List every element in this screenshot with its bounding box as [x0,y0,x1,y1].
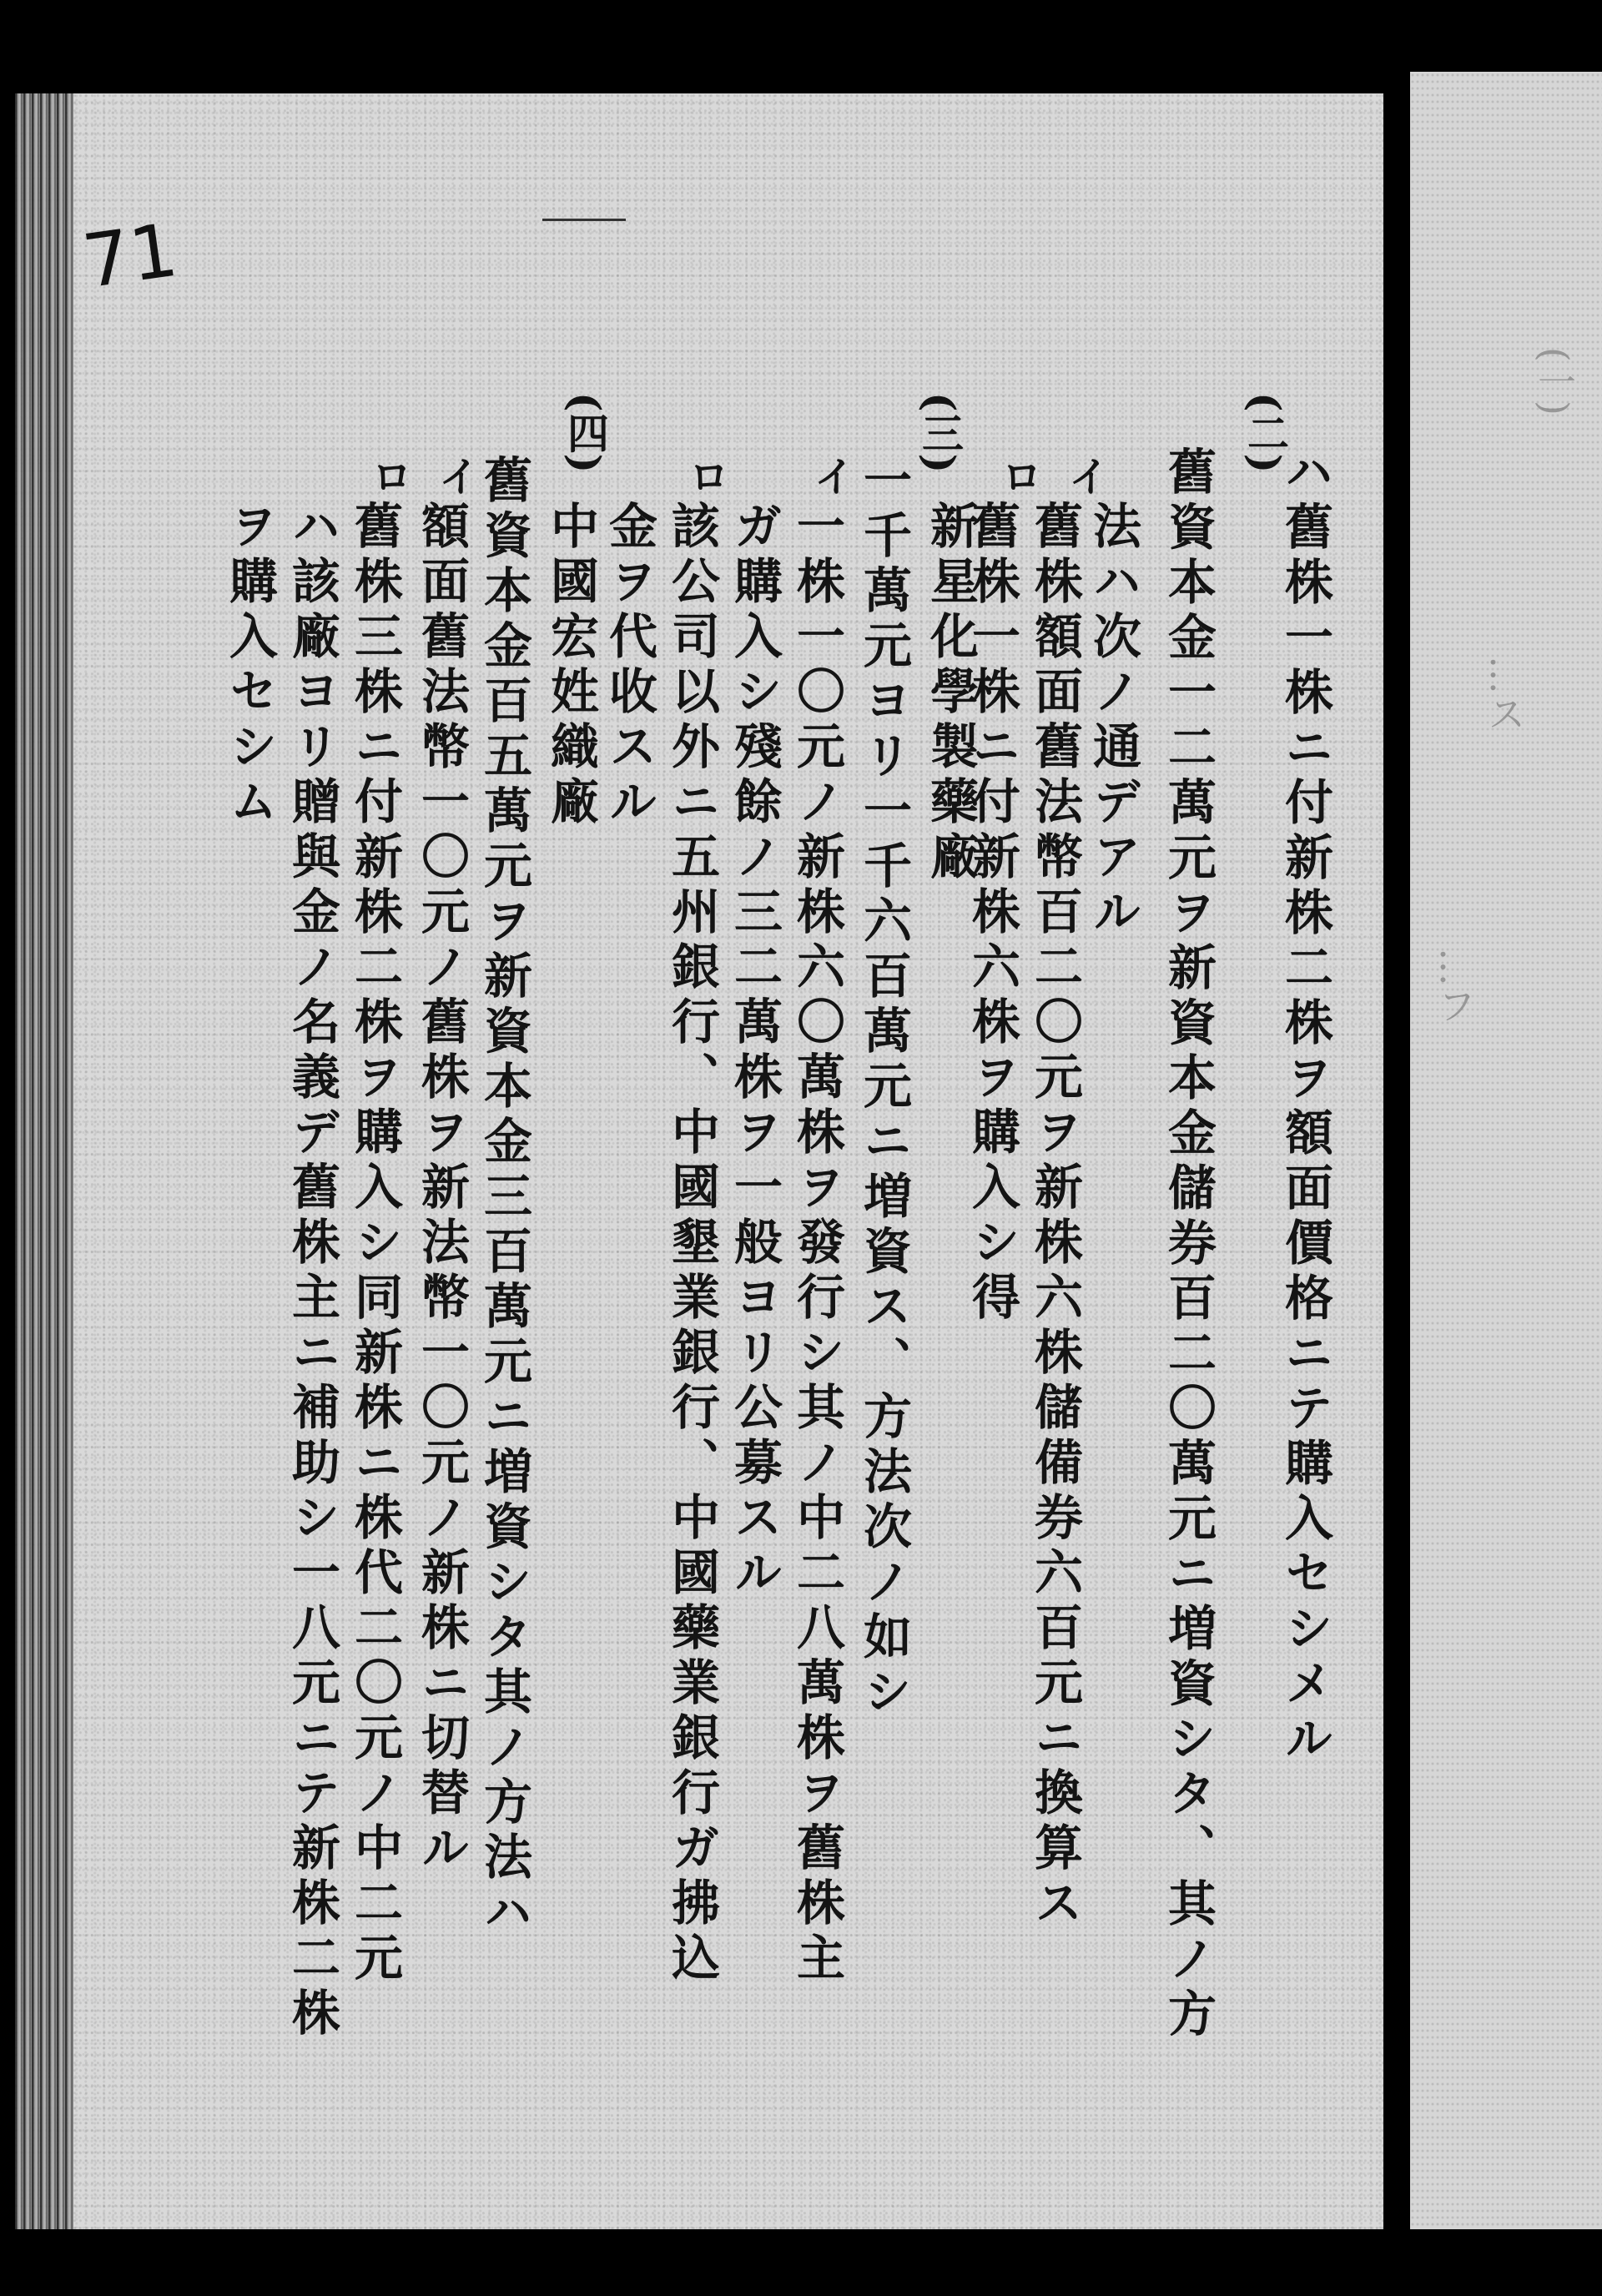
text-column-17: ヲ購入セシム [221,501,278,831]
sub-marker-i-3: イ [431,455,481,496]
page-stack-edge [15,93,73,2229]
sub-marker-ro-1: ロ [995,455,1044,496]
text-column-16: ハ該廠ヨリ贈與金ノ名義デ舊株主ニ補助シ一八元ニテ新株二株 [284,501,340,2042]
text-column-8: 一株一〇元ノ新株六〇萬株ヲ發行シ其ノ中二八萬株ヲ舊株主 [788,501,845,1987]
section-marker-4: (四) [561,392,610,474]
sub-marker-i-1: イ [1061,455,1111,496]
text-column-11: 金ヲ代收スル [601,501,657,831]
text-column-15: 舊株三株ニ付新株二株ヲ購入シ同新株ニ株代二〇元ノ中二元 [346,501,403,1987]
text-column-4: 舊株額面舊法幣百二〇元ヲ新株六株儲備券六百元ニ換算ス [1026,501,1083,1932]
bleed-text-3: …フ [1432,948,1477,1025]
text-column-14: 額面舊法幣一〇元ノ舊株ヲ新法幣一〇元ノ新株ニ切替ル [413,501,470,1877]
text-column-6: 新星化學製藥廠 [922,501,979,886]
text-column-1: ハ舊株一株ニ付新株二株ヲ額面價格ニテ購入セシメル [1277,446,1333,1768]
text-column-3: 法ハ次ノ通デアル [1085,501,1141,941]
section-marker-3: (三) [915,392,965,474]
sub-marker-ro-2: ロ [682,455,731,496]
text-column-2: 舊資本金一二萬元ヲ新資本金儲券百二〇萬元ニ増資シタ、其ノ方 [1160,446,1217,2043]
bleed-text-2: …ス [1482,656,1527,733]
page-number: 71 [78,206,183,305]
text-column-12: 中國宏姓織廠 [542,501,599,831]
sub-marker-ro-3: ロ [365,455,414,496]
bleed-text-1: (一) [1532,347,1577,415]
text-column-7: 一千萬元ヨリ一千六百萬元ニ増資ス、方法次ノ如シ [855,455,912,1721]
sub-marker-i-2: イ [807,455,856,496]
text-column-10: 該公司以外ニ五州銀行、中國墾業銀行、中國藥業銀行ガ拂込 [663,501,720,1987]
text-column-5: 舊株一株ニ付新株六株ヲ購入シ得 [964,501,1020,1327]
book-page-right-partial [1410,72,1602,2229]
text-column-9: ガ購入シ殘餘ノ三二萬株ヲ一般ヨリ公募スル [726,501,783,1602]
section-marker-2: (二) [1241,392,1290,474]
text-column-13: 舊資本金百五萬元ヲ新資本金三百萬元ニ増資シタ其ノ方法ハ [476,455,532,1941]
header-rule [542,219,626,221]
